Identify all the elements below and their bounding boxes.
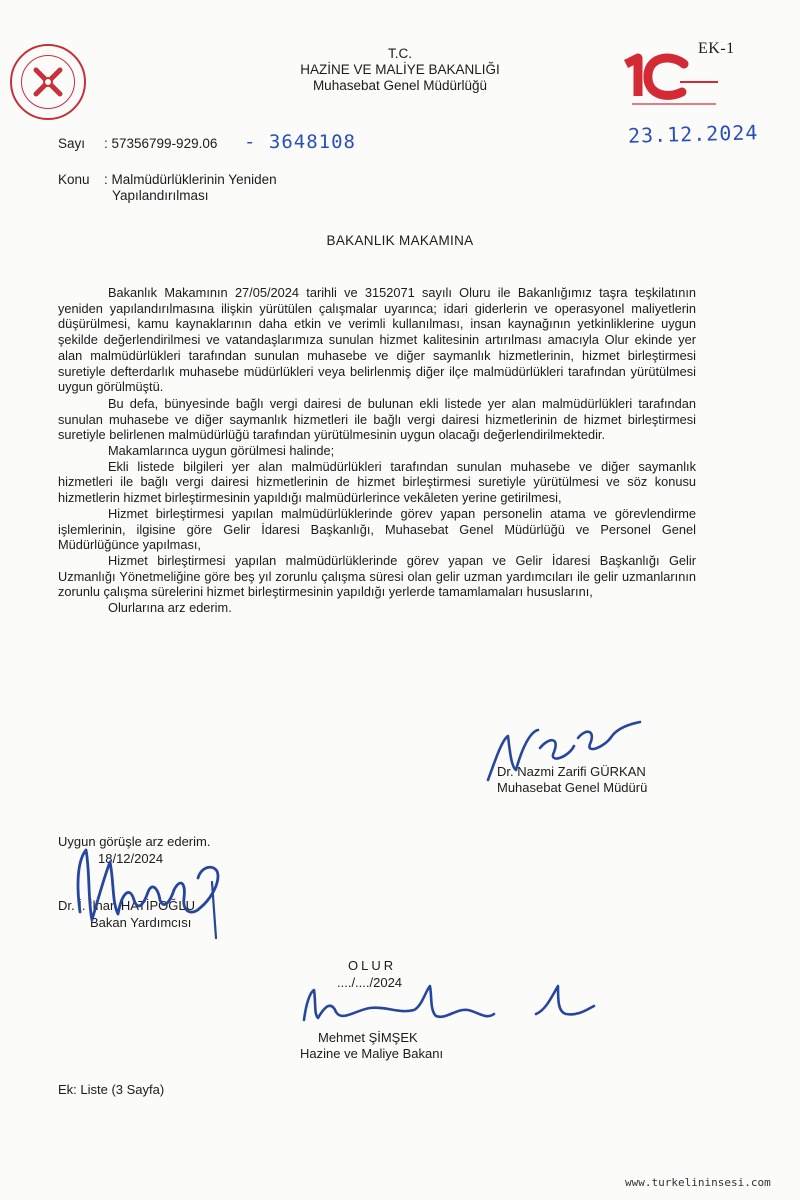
endorsement-date: 18/12/2024: [98, 851, 164, 866]
signature-2-scrawl: [62, 842, 232, 942]
body-paragraph: Olurlarına arz ederim.: [108, 600, 232, 616]
subject-label: Konu: [58, 172, 90, 187]
body-paragraph: Ekli listede bilgileri yer alan malmüdürlükleri tarafından sunulan muhasebe ve diğer saymanlık hizmetleri ile bağlı vergi dairesi hizmetlerinin de hizmet birleştirmesi suretiyle yürütülmesi ve söz konusu hizmetlerin hizmet birleştirmesinin yapıldığı malmüdürlerince vekâleten yerine getirilmesi,: [58, 458, 696, 506]
attachment-note: Ek: Liste (3 Sayfa): [58, 1082, 165, 1097]
handwritten-date: 23.12.2024: [627, 120, 759, 148]
signatory-2-name: Dr. İ. İlhan HATİPOĞLU: [58, 898, 196, 913]
letterhead: [150, 46, 650, 94]
body-paragraph: Hizmet birleştirmesi yapılan malmüdürlüklerinde görev yapan personelin atama ve görevlendirme işlemlerinin, ilgisine göre Gelir İdaresi Başkanlığı, Muhasebat Genel Müdürlüğü ve Personel Genel Müdürlüğünce yapılması,: [58, 505, 696, 553]
signatory-1-name: Dr. Nazmi Zarifi GÜRKAN: [497, 764, 646, 779]
subject-value: [104, 172, 404, 204]
signatory-3-name: Mehmet ŞİMŞEK: [318, 1030, 418, 1045]
approval-word: OLUR: [348, 958, 397, 973]
signatory-1-title: Muhasebat Genel Müdürü: [497, 780, 648, 795]
letterhead-department: Muhasebat Genel Müdürlüğü: [312, 78, 488, 93]
signatory-3-title: Hazine ve Maliye Bakanı: [300, 1046, 444, 1061]
subject-line-1: : Malmüdürlüklerinin Yeniden: [104, 172, 277, 187]
signatory-3: [300, 1030, 443, 1062]
subject-line-2: Yapılandırılması: [112, 188, 209, 203]
anniversary-logo: [622, 52, 722, 110]
signatory-2-title: Bakan Yardımcısı: [90, 915, 192, 930]
body-paragraph: Hizmet birleştirmesi yapılan malmüdürlüklerinde görev yapan ve Gelir İdaresi Başkanlığı Gelir Uzmanlığı Yönetmeliğine göre beş yıl zorunlu çalışma süresi olan gelir uzman yardımcıları ile gelir uzmanlarının zorunlu çalışma sürelerini hizmet birleştirmesinin yapıldığı yerlerde tamamlamaları hususlarını,: [58, 552, 696, 600]
handwritten-reference-suffix: - 3648108: [244, 131, 356, 153]
approval-date: ..../..../2024: [337, 975, 403, 990]
letterhead-ministry: HAZİNE VE MALİYE BAKANLIĞI: [300, 62, 500, 77]
reference-number-value: : 57356799-929.06: [104, 136, 218, 151]
letterhead-country: T.C.: [387, 46, 412, 61]
body-paragraph: Bakanlık Makamının 27/05/2024 tarihli ve 3152071 sayılı Oluru ile Bakanlığımız taşra teşkilatının yeniden yapılandırılmasına ilişkin yürütülen çalışmalar uyarınca; idari giderlerin ve operasyonel maliyetlerin düşürülmesi, kamu kaynaklarının daha etkin ve verimli kullanılması, insan kaynağının yetkinliklerine uygun şekilde değerlendirilmesi ve vatandaşlarımıza sunulan hizmet kalitesinin artırılması amacıyla Olur ekinde yer alan malmüdürlükleri tarafından sunulan muhasebe ve diğer saymanlık hizmetlerinin, hizmet birleştirmesi suretiyle defterdarlık muhasebe müdürlükleri veya belirlenmiş diğer ilçe malmüdürlükleri tarafından yürütülmesi uygun görülmüştü.: [58, 285, 696, 395]
body-paragraph: Bu defa, bünyesinde bağlı vergi dairesi de bulunan ekli listede yer alan malmüdürlükleri tarafından sunulan muhasebe ve diğer saymanlık hizmetleri ile bağlı vergi dairesi hizmetlerinin de hizmet birleştirmesi suretiyle belirlenen malmüdürlüğü tarafından yürütülmesinin uygun olacağı değerlendirilmektedir.: [58, 395, 696, 443]
endorsement-text: Uygun görüşle arz ederim.: [58, 834, 211, 849]
annex-tag: EK-1: [698, 40, 735, 57]
addressee-heading: BAKANLIK MAKAMINA: [326, 233, 474, 248]
body-paragraph: Makamlarınca uygun görülmesi halinde;: [108, 443, 335, 459]
letter-body: [58, 285, 696, 616]
signature-3-scrawl: [296, 980, 596, 1030]
site-watermark: www.turkelininsesi.com: [625, 1176, 771, 1189]
reference-number-label: Sayı: [58, 136, 86, 151]
signatory-1: [497, 764, 647, 796]
ministry-seal-logo: [10, 44, 86, 120]
